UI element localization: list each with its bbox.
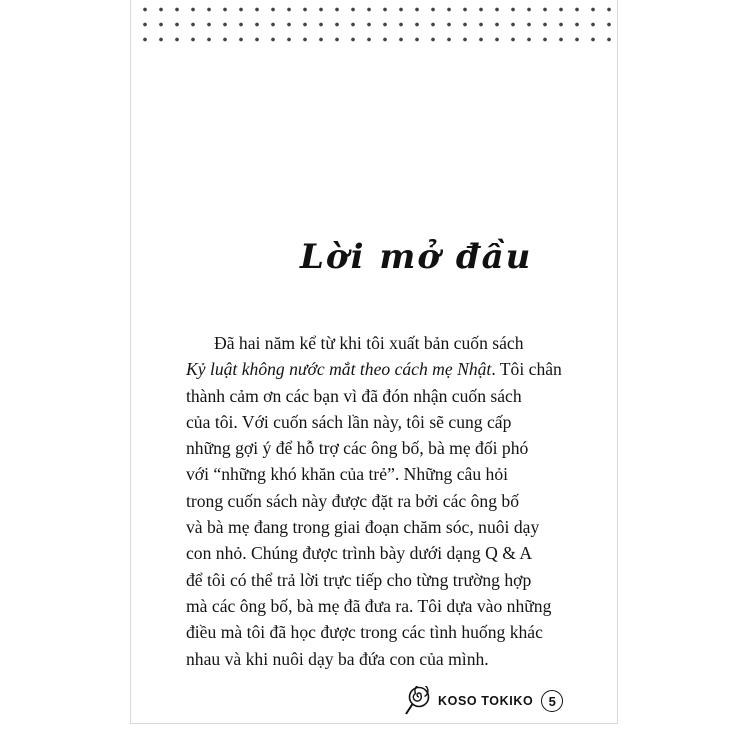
text-line: Đã hai năm kể từ khi tôi xuất bản cuốn sách (214, 333, 524, 353)
text-line: trong cuốn sách này được đặt ra bởi các ông bố (186, 490, 519, 511)
dotted-header-pattern (131, 0, 617, 52)
page-number: 5 (541, 690, 563, 712)
text-line: nhau và khi nuôi dạy ba đứa con của mình. (186, 648, 489, 669)
text-line: những gợi ý để hỗ trợ các ông bố, bà mẹ đối phó (186, 438, 529, 459)
text-line: với “những khó khăn của trẻ”. Những câu hỏi (186, 464, 509, 485)
author-name: KOSO TOKIKO (438, 694, 534, 708)
text-line: điều mà tôi đã học được trong các tình huống khác (186, 622, 543, 643)
book-title-italic: Kỷ luật không nước mắt theo cách mẹ Nhật (186, 359, 492, 380)
page-footer (404, 686, 563, 716)
text-line (186, 356, 562, 382)
text-line: thành cảm ơn các bạn vì đã đón nhận cuốn sách (186, 385, 522, 406)
text-line: mà các ông bố, bà mẹ đã đưa ra. Tôi dựa vào những (186, 595, 552, 616)
text-line: của tôi. Với cuốn sách lần này, tôi sẽ cung cấp (186, 411, 512, 432)
text-line: để tôi có thể trả lời trực tiếp cho từng trường hợp (186, 569, 532, 590)
text-line: và bà mẹ đang trong giai đoạn chăm sóc, nuôi dạy (186, 517, 540, 538)
lollipop-icon (404, 686, 430, 716)
chapter-title: Lời mở đầu (300, 237, 533, 277)
text-fragment: . Tôi chân (491, 359, 562, 380)
body-paragraph (186, 330, 562, 672)
text-line: con nhỏ. Chúng được trình bày dưới dạng Q & A (186, 543, 533, 564)
